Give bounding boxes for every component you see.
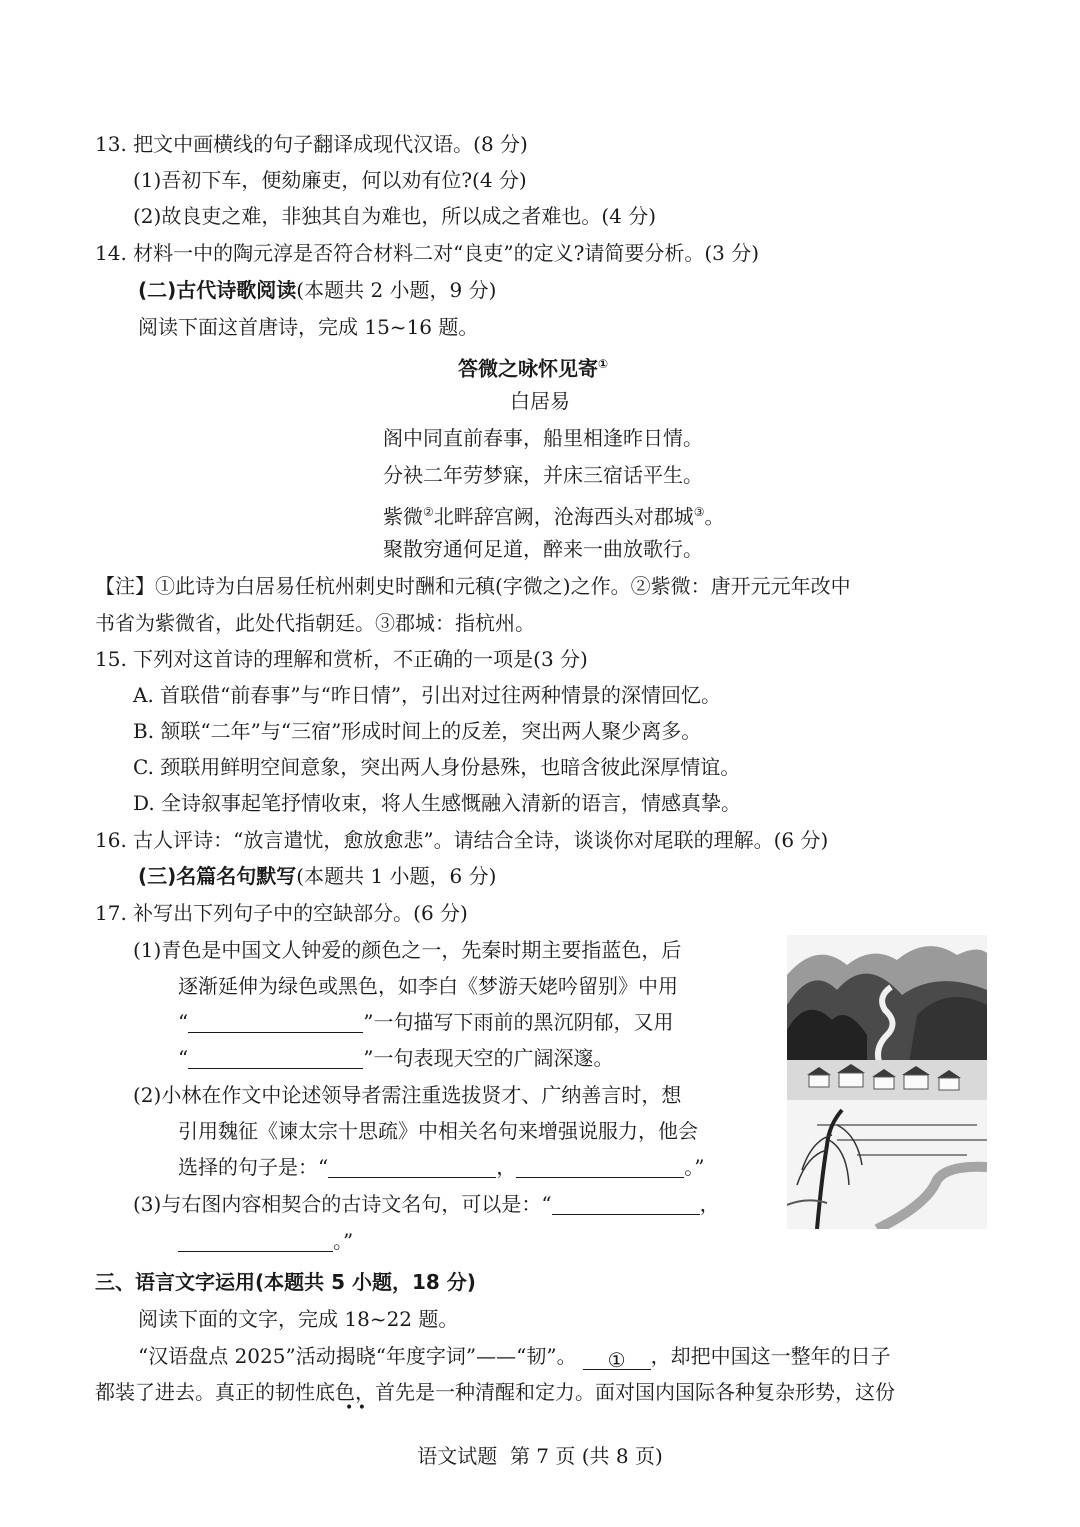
poem-line-3-a: 紫微 — [383, 504, 423, 529]
page-footer — [0, 1440, 1080, 1469]
q17-s1-line-3-open: “ — [178, 1010, 189, 1034]
poem-title — [458, 350, 608, 383]
q15-option-c: C. 颈联用鲜明空间意象，突出两人身份悬殊，也暗含彼此深厚情谊。 — [133, 755, 741, 779]
poem-line-3-b: 北畔辞宫阙，沧海西头对郡城 — [433, 504, 694, 529]
q17-s2-line-3-c: 。” — [684, 1155, 705, 1179]
section3-heading-rest: (本题共 1 小题，6 分) — [296, 864, 497, 888]
answer-blank-4[interactable] — [516, 1157, 684, 1178]
answer-blank-6[interactable] — [178, 1231, 333, 1252]
section3-heading — [138, 862, 496, 890]
poem-title-text: 答微之咏怀见寄 — [458, 356, 598, 381]
poem-notes-line-1: 【注】①此诗为白居易任杭州刺史时酬和元稹(字微之)之作。②紫微：唐开元元年改中 — [95, 574, 851, 598]
q14-stem: 14. 材料一中的陶元淳是否符合材料二对“良吏”的定义?请简要分析。(3 分) — [95, 241, 760, 265]
q17-s3-line-1-end: ， — [699, 1192, 720, 1216]
section2-heading — [138, 276, 496, 304]
poem-line-3-note-a: ② — [423, 505, 434, 519]
q17-s1-line-3 — [178, 1008, 673, 1036]
answer-blank-1[interactable] — [188, 1012, 363, 1033]
q13-stem: 13. 把文中画横线的句子翻译成现代汉语。(8 分) — [95, 132, 528, 156]
part3-paragraph-line-1 — [138, 1342, 891, 1370]
footer-subject: 语文试题 — [417, 1444, 498, 1468]
q17-stem: 17. 补写出下列句子中的空缺部分。(6 分) — [95, 901, 468, 925]
poem-author: 白居易 — [510, 389, 570, 413]
part3-instruction: 阅读下面的文字，完成 18~22 题。 — [138, 1307, 459, 1331]
q17-s3-line-2-end: 。” — [333, 1229, 354, 1253]
q17-s1-line-4-open: “ — [178, 1046, 189, 1070]
q15-option-b: B. 颔联“二年”与“三宿”形成时间上的反差，突出两人聚少离多。 — [133, 719, 702, 743]
q17-s1-line-4-close: ”一句表现天空的广阔深邃。 — [363, 1046, 614, 1070]
q17-s2-line-1: (2)小林在作文中论述领导者需注重选拔贤才、广纳善言时，想 — [133, 1083, 682, 1107]
q17-s1-line-4 — [178, 1044, 613, 1072]
poem-line-1: 阁中同直前春事，船里相逢昨日情。 — [383, 426, 703, 450]
q13-sub1: (1)吾初下车，便劾廉吏，何以劝有位?(4 分) — [133, 168, 527, 192]
q17-s1-line-3-close: ”一句描写下雨前的黑沉阴郁，又用 — [363, 1010, 674, 1034]
q17-s2-line-3-b: ， — [496, 1155, 517, 1179]
part3-p1-b: ，却把中国这一整年的日子 — [650, 1344, 891, 1368]
answer-blank-5[interactable] — [552, 1194, 700, 1215]
q16-stem: 16. 古人评诗：“放言遣忧，愈放愈悲”。请结合全诗，谈谈你对尾联的理解。(6 分) — [95, 828, 829, 852]
part3-heading: 三、语言文字运用(本题共 5 小题，18 分) — [95, 1270, 476, 1294]
q17-s3-line-1-text: (3)与右图内容相契合的古诗文名句，可以是：“ — [133, 1192, 552, 1216]
blank-1[interactable]: ① — [583, 1349, 651, 1370]
poem-title-note: ① — [598, 357, 609, 371]
q17-s1-line-1: (1)青色是中国文人钟爱的颜色之一，先秦时期主要指蓝色，后 — [133, 938, 682, 962]
part3-paragraph-line-2: 都装了进去。真正的韧性底色，首先是一种清醒和定力。面对国内国际各种复杂形势，这份 — [95, 1380, 895, 1404]
q15-option-d: D. 全诗叙事起笔抒情收束，将人生感慨融入清新的语言，情感真挚。 — [133, 791, 742, 815]
footer-page: 第 7 页 (共 8 页) — [509, 1444, 663, 1468]
q17-s3-line-1 — [133, 1190, 720, 1218]
poem-line-3-note-b: ③ — [693, 505, 705, 519]
q13-sub2: (2)故良吏之难，非独其自为难也，所以成之者难也。(4 分) — [133, 204, 657, 228]
q17-s2-line-3-a: 选择的句子是：“ — [178, 1155, 329, 1179]
q17-s3-line-2 — [178, 1227, 353, 1255]
q17-s1-line-2: 逐渐延伸为绿色或黑色，如李白《梦游天姥吟留别》中用 — [178, 974, 678, 998]
q15-stem: 15. 下列对这首诗的理解和赏析，不正确的一项是(3 分) — [95, 647, 588, 671]
poem-line-3 — [383, 498, 725, 531]
q17-s2-line-2: 引用魏征《谏太宗十思疏》中相关名句来增强说服力，他会 — [178, 1119, 698, 1143]
poem-line-2: 分袂二年劳梦寐，并床三宿话平生。 — [383, 463, 703, 487]
poem-line-4: 聚散穷通何足道，醉来一曲放歌行。 — [383, 537, 703, 561]
poem-notes-line-2: 书省为紫微省，此处代指朝廷。③郡城：指杭州。 — [95, 611, 535, 635]
part3-p1-a: “汉语盘点 2025”活动揭晓“年度字词”——“韧”。 — [138, 1344, 577, 1368]
section2-instruction: 阅读下面这首唐诗，完成 15~16 题。 — [138, 315, 479, 339]
section2-heading-bold: (二)古代诗歌阅读 — [138, 278, 297, 302]
emphasis-dots: • • — [345, 1400, 366, 1416]
landscape-illustration — [787, 935, 987, 1229]
q15-option-a: A. 首联借“前春事”与“昨日情”，引出对过往两种情景的深情回忆。 — [133, 683, 722, 707]
answer-blank-3[interactable] — [328, 1157, 496, 1178]
q17-s2-line-3 — [178, 1153, 704, 1181]
poem-line-3-c: 。 — [704, 504, 725, 529]
section3-heading-bold: (三)名篇名句默写 — [138, 864, 297, 888]
section2-heading-rest: (本题共 2 小题，9 分) — [296, 278, 497, 302]
answer-blank-2[interactable] — [188, 1048, 363, 1069]
